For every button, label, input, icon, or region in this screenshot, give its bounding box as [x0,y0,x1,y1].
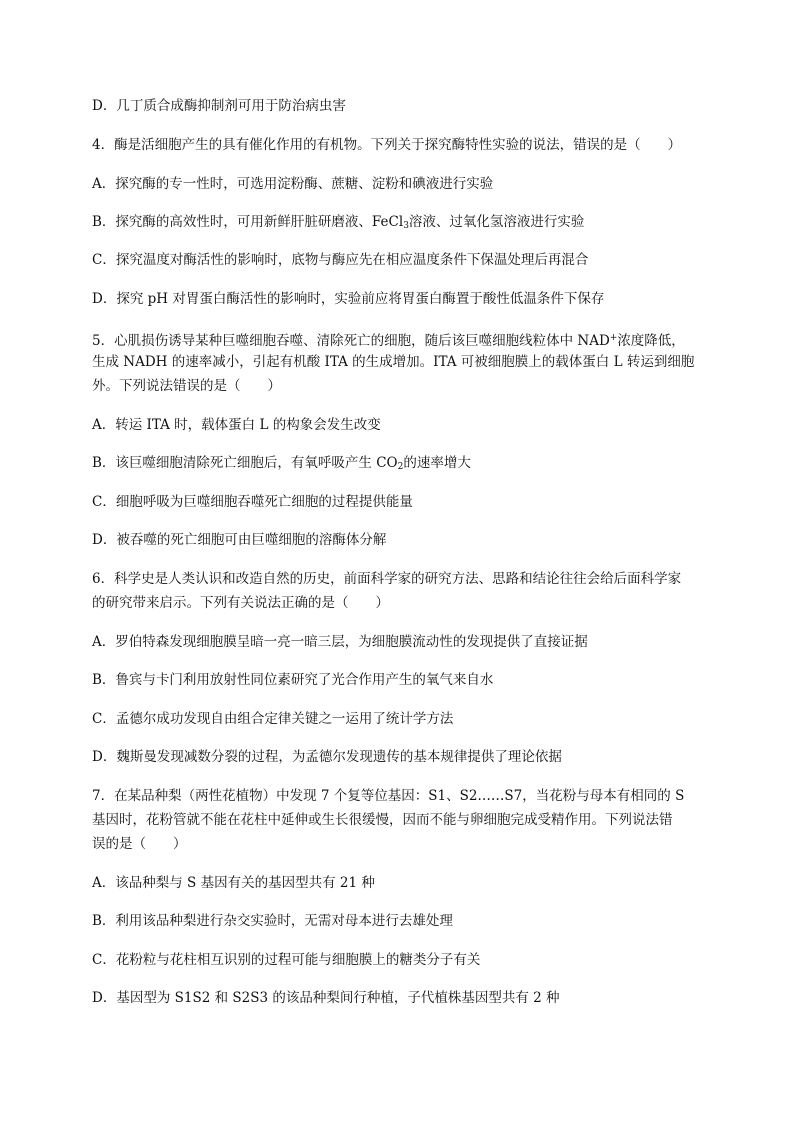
q4-option-b [92,212,712,236]
q7-stem-line1: 7．在某品种梨（两性花植物）中发现 7 个复等位基因：S1、S2……S7，当花粉与母本有相同的 S [92,788,685,804]
q5-option-b-text: B．该巨噬细胞清除死亡细胞后，有氧呼吸产生 CO [92,455,398,471]
q5-stem-text: 5．心肌损伤诱导某种巨噬细胞吞噬、清除死亡的细胞，随后该巨噬细胞线粒体中 NAD [92,333,610,349]
q4-option-b-text: B．探究酶的高效性时，可用新鲜肝脏研磨液、FeCl [92,214,404,230]
q5-stem-line3: 外。下列说法错误的是（ ） [92,378,281,394]
q4-option-d: D．探究 pH 对胃蛋白酶活性的影响时，实验前应将胃蛋白酶置于酸性低温条件下保存 [92,291,605,307]
q4-option-c: C．探究温度对酶活性的影响时，底物与酶应先在相应温度条件下保温处理后再混合 [92,252,589,268]
q6-stem-line1: 6．科学史是人类认识和改造自然的历史，前面科学家的研究方法、思路和结论往往会给后面科学家 [92,571,682,587]
q5-option-d: D．被吞噬的死亡细胞可由巨噬细胞的溶酶体分解 [92,532,387,548]
q4-stem: 4．酶是活细胞产生的具有催化作用的有机物。下列关于探究酶特性实验的说法，错误的是（ ） [92,137,682,153]
q6-option-d: D．魏斯曼发现减数分裂的过程，为孟德尔发现遗传的基本规律提供了理论依据 [92,749,562,765]
q5-option-c: C．细胞呼吸为巨噬细胞吞噬死亡细胞的过程提供能量 [92,494,413,510]
q5-stem-line1 [92,328,712,351]
q5-option-b-text-end: 的速率增大 [403,455,471,471]
q6-option-a: A．罗伯特森发现细胞膜呈暗一亮一暗三层，为细胞膜流动性的发现提供了直接证据 [92,634,588,650]
q3-option-d: D．几丁质合成酶抑制剂可用于防治病虫害 [92,98,346,114]
q5-stem-superscript: + [609,333,618,343]
q5-stem-text-end: 浓度降低， [617,333,685,349]
q4-option-b-subscript: 3 [403,221,409,231]
q7-option-b: B．利用该品种梨进行杂交实验时，无需对母本进行去雄处理 [92,913,453,929]
q7-option-d: D．基因型为 S1S2 和 S2S3 的该品种梨间行种植，子代植株基因型共有 2 种 [92,990,560,1006]
q6-option-c: C．孟德尔成功发现自由组合定律关键之一运用了统计学方法 [92,711,454,727]
q7-option-a: A．该品种梨与 S 基因有关的基因型共有 21 种 [92,875,375,891]
q6-stem-line2: 的研究带来启示。下列有关说法正确的是（ ） [92,595,389,611]
q7-option-c: C．花粉粒与花柱相互识别的过程可能与细胞膜上的糖类分子有关 [92,952,481,968]
q4-option-a: A．探究酶的专一性时，可选用淀粉酶、蔗糖、淀粉和碘液进行实验 [92,176,494,192]
q5-option-b [92,453,712,477]
q5-option-a: A．转运 ITA 时，载体蛋白 L 的构象会发生改变 [92,417,381,433]
q5-option-b-subscript: 2 [397,462,404,472]
q7-stem-line2: 基因时，花粉管就不能在花柱中延伸或生长很缓慢，因而不能与卵细胞完成受精作用。下列说法错 [92,812,673,828]
q4-option-b-text-end: 溶液、过氧化氢溶液进行实验 [408,214,585,230]
q7-stem-line3: 误的是（ ） [92,836,187,852]
q6-option-b: B．鲁宾与卡门利用放射性同位素研究了光合作用产生的氧气来自水 [92,672,494,688]
q5-stem-line2: 生成 NADH 的速率减小，引起有机酸 ITA 的生成增加。ITA 可被细胞膜上的载体蛋白 L 转运到细胞 [92,354,695,370]
